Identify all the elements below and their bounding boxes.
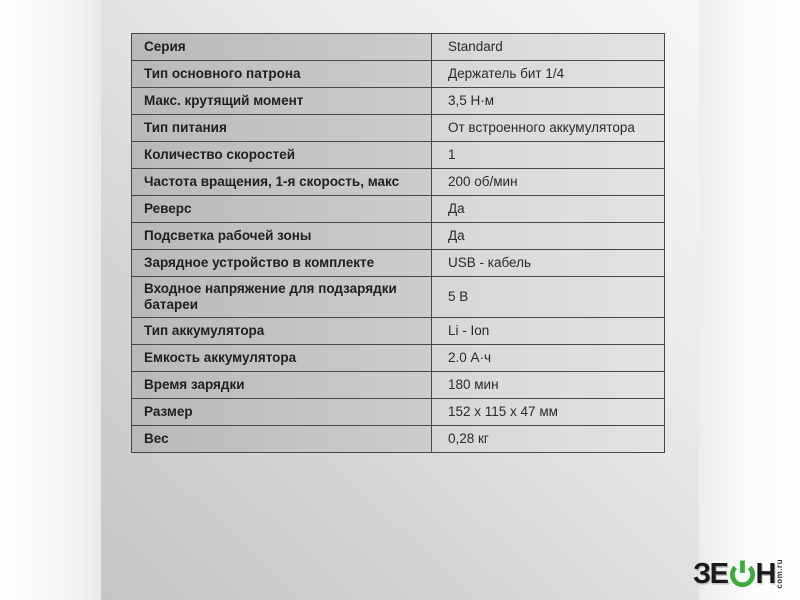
spec-label-cell: Серия [132, 34, 432, 60]
spec-value-cell: 3,5 Н·м [432, 88, 664, 114]
spec-label-cell: Емкость аккумулятора [132, 345, 432, 371]
right-margin [699, 0, 800, 600]
logo-text-right: Н [755, 557, 775, 590]
spec-table [131, 33, 665, 453]
power-icon [729, 558, 756, 589]
spec-label-cell: Частота вращения, 1-я скорость, макс [132, 169, 432, 195]
logo-text-left: ЗЕ [693, 557, 728, 590]
spec-value-cell: 180 мин [432, 372, 664, 398]
table-row [132, 114, 664, 141]
table-row [132, 371, 664, 398]
table-row [132, 34, 664, 60]
spec-label-cell: Входное напряжение для подзарядки батареи [132, 277, 432, 317]
spec-value-cell: 5 В [432, 277, 664, 317]
spec-label-cell: Реверс [132, 196, 432, 222]
table-row [132, 141, 664, 168]
brand-logo [693, 553, 784, 595]
table-row [132, 425, 664, 452]
spec-label-cell: Размер [132, 399, 432, 425]
spec-label-cell: Макс. крутящий момент [132, 88, 432, 114]
table-row [132, 276, 664, 317]
spec-label-cell: Количество скоростей [132, 142, 432, 168]
spec-value-cell: 0,28 кг [432, 426, 664, 452]
spec-label-cell: Тип питания [132, 115, 432, 141]
table-row [132, 317, 664, 344]
spec-value-cell: 200 об/мин [432, 169, 664, 195]
spec-value-cell: Держатель бит 1/4 [432, 61, 664, 87]
spec-label-cell: Тип основного патрона [132, 61, 432, 87]
table-row [132, 168, 664, 195]
table-row [132, 60, 664, 87]
spec-value-cell: Да [432, 223, 664, 249]
left-margin [0, 0, 101, 600]
logo-domain-text: com.ru [774, 559, 784, 589]
table-row [132, 195, 664, 222]
table-row [132, 344, 664, 371]
spec-value-cell: USB - кабель [432, 250, 664, 276]
spec-label-cell: Время зарядки [132, 372, 432, 398]
table-row [132, 249, 664, 276]
spec-label-cell: Вес [132, 426, 432, 452]
spec-value-cell: 152 x 115 x 47 мм [432, 399, 664, 425]
spec-value-cell: 1 [432, 142, 664, 168]
spec-value-cell: От встроенного аккумулятора [432, 115, 664, 141]
spec-value-cell: Да [432, 196, 664, 222]
spec-value-cell: 2.0 А·ч [432, 345, 664, 371]
table-row [132, 398, 664, 425]
table-row [132, 87, 664, 114]
spec-label-cell: Зарядное устройство в комплекте [132, 250, 432, 276]
spec-label-cell: Подсветка рабочей зоны [132, 223, 432, 249]
spec-label-cell: Тип аккумулятора [132, 318, 432, 344]
spec-value-cell: Standard [432, 34, 664, 60]
table-row [132, 222, 664, 249]
spec-value-cell: Li - Ion [432, 318, 664, 344]
